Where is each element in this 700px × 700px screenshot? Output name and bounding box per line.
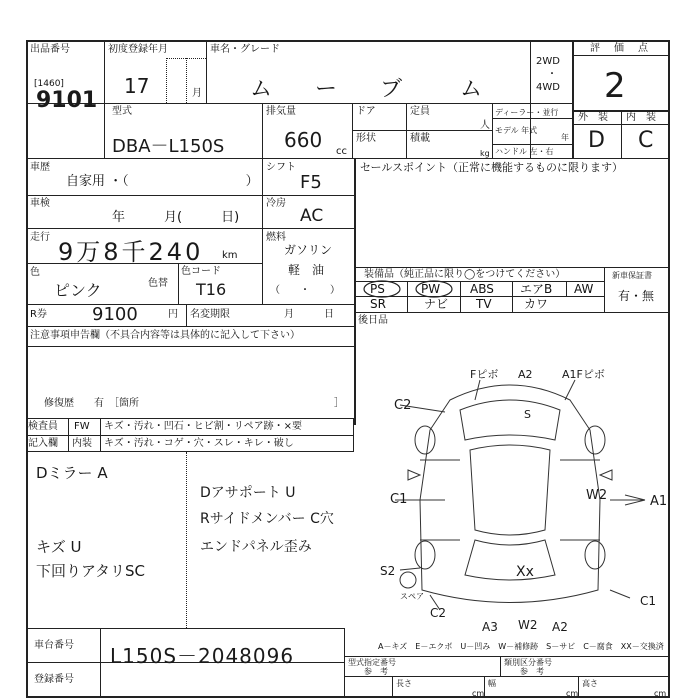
shape-label: 形状 [356,133,376,144]
car-damage-diagram [360,340,670,630]
fw-label: FW [74,421,90,432]
divider [186,452,187,628]
divider [344,628,345,698]
mileage-label: 走行 [30,232,50,243]
dmg-xx: Xx [516,564,534,580]
recycle-label: R券 [30,309,47,320]
reg-label: 登録番号 [34,674,74,685]
divider [492,144,572,145]
person-unit: 人 [480,120,490,131]
divider [26,346,354,347]
inspection-label: 車検 [30,198,50,209]
equip-airbag: エアB [520,282,553,296]
fuel-label: 燃料 [266,232,286,243]
divider [492,103,493,158]
model-value: DBA－L150S [112,136,225,157]
right-note-2: Rサイドメンバー C穴 [200,511,334,527]
right-note-1: Dアサポート U [200,485,296,501]
dmg-s: S [524,408,531,421]
dmg-a2-rear: A2 [552,620,568,634]
dmg-w2-right: W2 [586,488,608,503]
dmg-a1-right: A1 [650,494,668,509]
fuel-diesel: 軽 油 [288,263,325,277]
equip-leather: カワ [524,297,549,311]
width-cm: cm [566,689,579,698]
ref-label-1: 参 考 [364,667,388,676]
divider [392,676,393,698]
divider [206,40,207,103]
color-label: 色 [30,267,40,278]
sub-code: [1460] [34,79,64,89]
left-note-2: キズ U [36,538,82,556]
length-label: 長さ [396,679,412,688]
divider [354,267,670,268]
divider [68,418,69,452]
divider [604,267,605,312]
dealer-label: ディーラー・並行 [495,108,559,117]
divider [100,628,101,698]
equip-abs: ABS [470,282,494,296]
warranty-value: 有・無 [618,289,655,303]
ac-label: 冷房 [266,198,286,209]
capacity-label: 定員 [410,106,430,117]
km-unit: km [222,250,238,261]
model-label: 型式 [112,106,132,117]
name-change-value: 月 日 [284,309,334,320]
dmg-s2: S2 [380,564,396,578]
dmg-a2-front: A2 [518,368,533,381]
divider [26,304,354,305]
dmg-c1-rear: C1 [640,594,657,608]
notes-label: 注意事項申告欄（不具合内容等は具体的に記入して下さい） [30,330,300,341]
divider [262,158,263,304]
equip-sr: SR [370,297,386,311]
exterior-label: 外 装 [578,112,608,123]
color-swap-label: 色替 [148,278,168,289]
divider [26,435,354,436]
model-year-label: モデル 年式 [495,126,538,135]
writer-label: 記入欄 [28,438,58,449]
chassis-value: L150S－2048096 [110,644,295,668]
color-code-value: T16 [196,280,227,299]
year-unit: 年 [561,133,569,142]
dmg-c2-front: C2 [394,398,412,413]
fuel-paren: （ ・ ） [270,285,340,296]
divider [100,418,101,452]
divider [104,40,105,158]
divider [344,656,670,657]
equipment-circles [356,279,466,299]
divider [572,55,670,56]
equipment-label: 装備品（純正品に限り◯をつけてください） [364,269,566,280]
displacement-value: 660 [284,128,323,152]
car-name: ム ー ブ ム [250,77,500,102]
shift-value: F5 [300,172,322,193]
dmg-a1-pivot: A1Fピボ [562,368,605,381]
after-install-label: 後日品 [358,315,388,326]
color-code-label: 色コード [181,266,221,277]
car-name-label: 車名・グレード [210,44,280,55]
equip-tv: TV [476,297,492,311]
length-cm: cm [472,689,485,698]
recycle-value: 9100 [92,304,138,325]
fuel-gasoline: ガソリン [284,243,333,257]
dmg-a3: A3 [482,620,498,634]
repair-label: 修復歴 有 ［箇所 [44,398,139,409]
name-change-label: 名変期限 [190,309,230,320]
left-note-1: Dミラー A [36,464,108,482]
repair-close: ］ [334,398,344,409]
kg-unit: kg [480,149,490,158]
divider [178,263,179,304]
drive-2wd: 2WD [536,56,560,67]
private-use: 自家用 ・（ ） [66,174,259,189]
height-label: 高さ [582,679,598,688]
width-label: 幅 [488,679,496,688]
divider [26,326,354,327]
score-label: 評 価 点 [590,43,650,54]
damage-legend: A－キズ E－エクボ U－凹み W－補修跡 S－サビ C－腐食 XX－交換済 [378,642,664,651]
equip-aw: AW [574,282,594,296]
load-label: 積載 [410,133,430,144]
history-label: 車歴 [30,162,50,173]
divider [262,103,263,158]
score-value: 2 [604,66,626,106]
displacement-label: 排気量 [266,106,296,117]
dmg-w2-rear: W2 [518,618,538,632]
inspector-label: 検査員 [28,421,58,432]
color-value: ピンク [54,281,102,300]
drive-4wd: 4WD [536,82,560,93]
divider [572,40,574,158]
divider [186,304,187,326]
divider [26,103,572,104]
dmg-c2-rear: C2 [430,606,447,620]
month-unit: 月 [192,88,202,99]
sales-point-label: セールスポイント（正常に機能するものに限ります） [360,161,624,174]
divider [512,281,513,312]
drive-dot: ・ [547,69,557,80]
divider [26,228,354,229]
exterior-grade: D [588,128,605,153]
interior-check-label: 内装 [72,438,92,449]
type-approval-label: 型式指定番号 [348,658,396,667]
spare-label: スペア [400,592,424,601]
equip-ps: PS [370,282,385,296]
shift-label: シフト [266,162,296,173]
left-note-3: 下回りアタリSC [36,562,145,580]
divider [26,628,344,629]
divider [566,281,567,296]
door-label: ドア [356,106,376,117]
ac-value: AC [300,206,324,226]
divider [354,312,670,313]
mileage-value: 9万8千240 [58,238,204,266]
right-note-3: エンドパネル歪み [200,539,312,555]
divider [166,58,167,103]
category-label: 類別区分番号 [504,658,552,667]
inspection-value: 年 月( 日) [112,210,240,225]
cc-unit: cc [336,146,347,157]
new-warranty-label: 新車保証書 [612,271,652,280]
ref-label-2: 参 考 [520,667,544,676]
interior-label: 内 装 [626,112,656,123]
int-items: キズ・汚れ・コゲ・穴・スレ・キレ・破し [104,438,294,449]
divider [186,58,187,103]
divider [492,118,572,119]
lot-number: 9101 [36,88,98,113]
first-reg-year: 17 [124,74,150,98]
interior-grade: C [638,128,654,153]
divider [352,130,492,131]
fw-items: キズ・汚れ・凹石・ヒビ割・リペア跡・×要 [104,421,302,432]
divider [26,195,354,196]
divider [621,110,622,158]
divider [26,158,670,159]
handle-label: ハンドル 左・右 [495,147,554,156]
equip-pw: PW [421,282,441,296]
chassis-label: 車台番号 [34,640,74,651]
dmg-front-pivot: Fピボ [470,368,499,381]
divider [500,656,501,676]
first-reg-label: 初度登録年月 [108,44,168,55]
yen-unit: 円 [168,309,178,320]
divider [166,58,206,59]
divider [530,40,531,158]
dmg-c1-left: C1 [390,492,408,507]
lot-label: 出品番号 [30,44,70,55]
height-cm: cm [654,689,667,698]
equip-navi: ナビ [424,297,449,311]
